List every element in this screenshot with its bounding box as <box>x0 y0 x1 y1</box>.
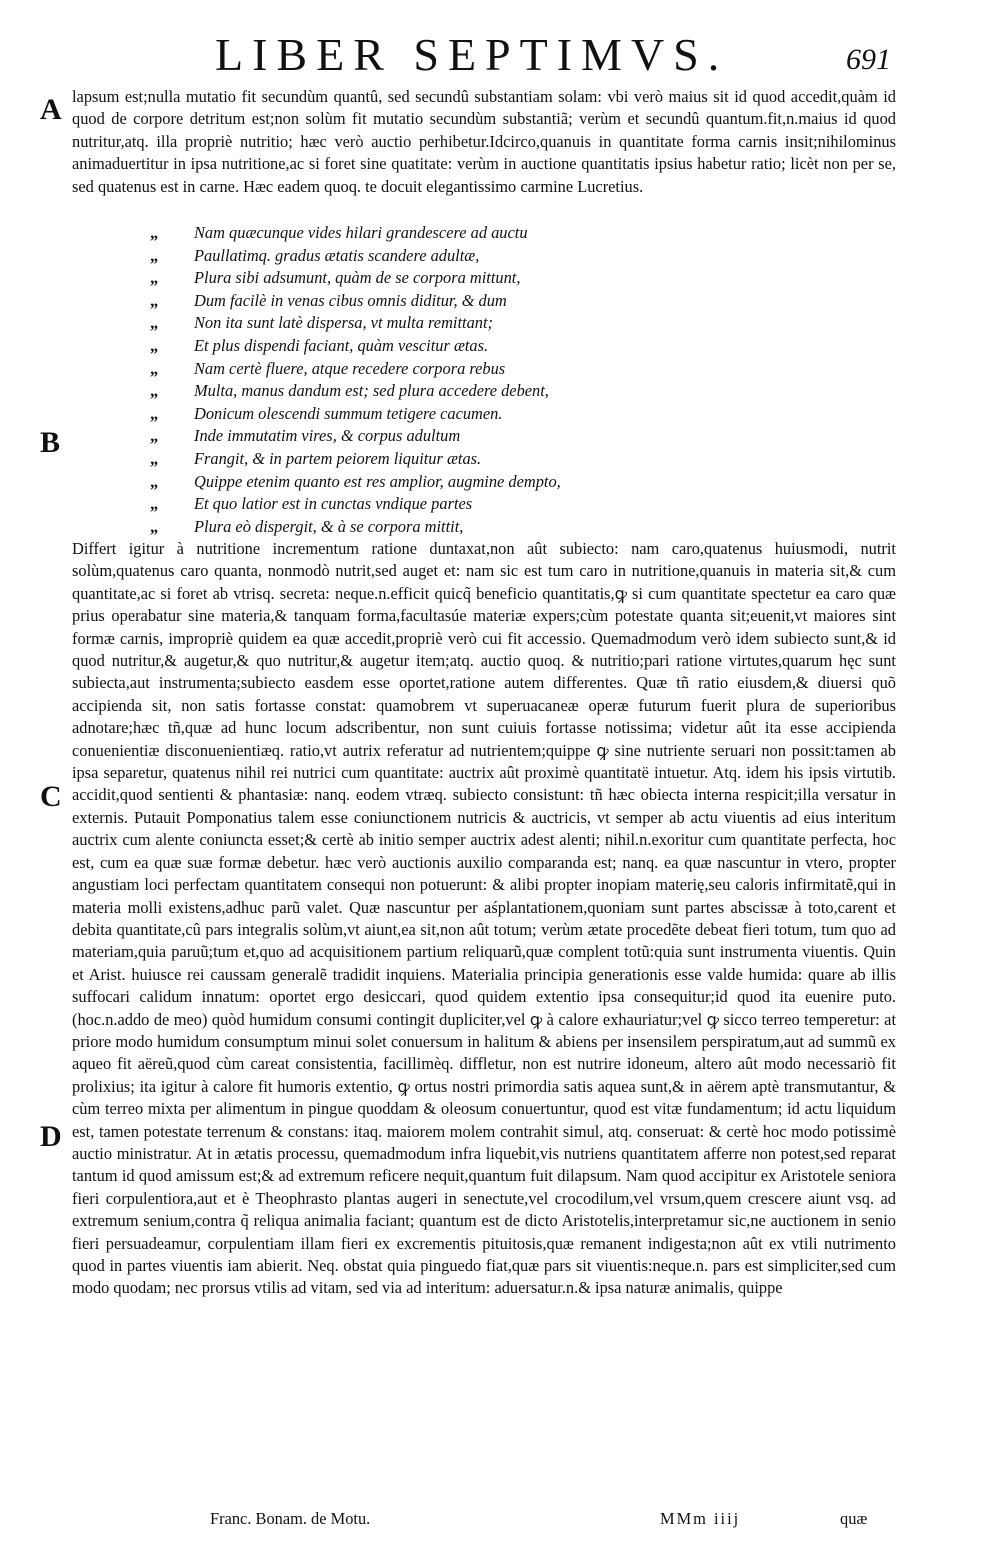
verse-line-text: Multa, manus dandum est; sed plura accedere debent, <box>194 381 549 401</box>
quote-mark: „ <box>150 448 159 468</box>
verse-line-text: Nam certè fluere, atque recedere corpora rebus <box>194 358 506 378</box>
verse-line <box>150 448 710 471</box>
quote-mark: „ <box>150 426 159 446</box>
margin-letter-d: D <box>40 1120 62 1153</box>
quote-mark: „ <box>150 268 159 288</box>
verse-line <box>150 312 710 335</box>
verse-line-text: Nam quæcunque vides hilari grandescere ad auctu <box>194 223 528 242</box>
quote-mark: „ <box>150 245 159 265</box>
verse-line <box>150 493 710 516</box>
verse-line-text: Plura sibi adsumunt, quàm de se corpora mittunt, <box>194 268 521 288</box>
verse-line-text: Quippe etenim quanto est res amplior, augmine dempto, <box>194 471 561 491</box>
verse-line-text: Et plus dispendi faciant, quàm vescitur ætas. <box>194 335 489 355</box>
gathering-signature: MMm iiij <box>660 1509 741 1528</box>
verse-line-text: Dum facilè in venas cibus omnis diditur, & dum <box>194 290 507 310</box>
quote-mark: „ <box>150 358 159 378</box>
verse-line <box>150 335 710 358</box>
quote-mark: „ <box>150 494 159 514</box>
quote-mark: „ <box>150 313 159 333</box>
catchword: quæ <box>840 1509 868 1528</box>
margin-letter-a: A <box>40 93 62 126</box>
quote-mark: „ <box>150 471 159 491</box>
page-number: 691 <box>846 43 891 76</box>
verse-line <box>150 403 710 426</box>
running-title: LIBER SEPTIMVS. <box>215 29 729 80</box>
verse-line <box>150 358 710 381</box>
verse-line-text: Frangit, & in partem peiorem liquitur ætas. <box>194 448 482 468</box>
verse-line-text: Donicum olescendi summum tetigere cacumen. <box>194 403 503 423</box>
verse-line-text: Inde immutatim vires, & corpus adultum <box>194 426 461 446</box>
quote-mark: „ <box>150 516 159 536</box>
verse-line <box>150 471 710 494</box>
margin-letter-c: C <box>40 780 62 813</box>
page-footer <box>0 1507 1000 1531</box>
quote-mark: „ <box>150 403 159 423</box>
page-header <box>0 30 1000 80</box>
lucretius-quotation <box>150 222 710 538</box>
margin-letter-b: B <box>40 426 61 459</box>
quote-mark: „ <box>150 381 159 401</box>
verse-line <box>150 267 710 290</box>
verse-line-text: Paullatimq. gradus ætatis scandere adultæ, <box>194 245 480 265</box>
verse-line <box>150 380 710 403</box>
quote-mark: „ <box>150 223 159 242</box>
quote-mark: „ <box>150 335 159 355</box>
verse-line <box>150 516 710 539</box>
verse-line-text: Non ita sunt latè dispersa, vt multa remittant; <box>194 313 493 333</box>
verse-line <box>150 222 710 245</box>
quote-mark: „ <box>150 290 159 310</box>
main-paragraph: Differt igitur à nutritione incrementum ratione duntaxat,non aût subiecto: nam caro,quatenus huiusmodi, nutrit solùm,quatenus caro quanta, nonmodò nutrit,sed auget et: nam sic est tum caro in nutritione,quanuis in materia sit,& cum quantitate,ac si foret ab vtrisq. secreta: neque.n.efficit quicq̃ beneficio quantitatis,ꝙ si cum quantitate spectetur ea caro quæ prius operabatur sine materia,& tanquam forma,facultasúe materiæ expers;cùm potestate quanta sit;euenit,vt maiores sint formæ carnis, impropriè quidem ea quæ accedit,propriè verò cui fit accessio. Quemadmodum verò idem subiecto sunt,& id quod nutritur,& augetur,& quo nutritur,& augetur item;atq. auctio quoq. & nutritio;pari ratione virtutes,quarum hęc sunt subiecta,aut instrumenta;subiecto easdem esse oportet,ratione autem differentes. Quæ tñ ratio eiusdem,& diuersi quõ accipienda sit, non satis fortasse constat: quamobrem vt superuacaneæ operæ futurum fuerit plura de superioribus adnotare;hæc tñ,quæ ad hunc locum adscribentur, non sunt cuiuis fortasse notissima; videtur aût ita esse accipienda conuenientiæ disconuenientiæq. ratio,vt autrix referatur ad nutrientem;quippe ꝙ sine nutriente seruari non possit:tamen ab ipsa separetur, quatenus nihil rei nutrici cum quantitate: auctrix aût proximè quantitatë intuetur. Atq. idem his ipsis virtutib. accidit,quod sentienti & phantasiæ: nanq. eodem vtræq. subiecto consistunt: tñ hæc obiecta interna respicit;illa versatur in externis. Putauit Pomponatius talem esse coniunctionem nutricis & auctricis, vt semper ab actu viuentis ad eius interitum auctrix cum alente coniuncta esset;& certè ab initio semper auctrix adest alenti; nihil.n.exoritur cum quantitate perfecta, hoc est, cum ea quæ suæ formæ debetur. hæc verò auctionis auxilio comparanda est; nanq. ea quæ nascuntur in vtero, propter angustiam loci perfectam quantitatem consequi non potuerunt: & alibi propter inopiam materię,seu caloris infirmitatẽ,qui in materia molli existens,adhuc parũ valet. Quæ nascuntur per aśplantationem,quoniam sunt partes abscissæ à toto,carent et debita quantitate,cû pars integralis solùm,vt aiunt,ea sit,non aût totum; verùm ætate procedẽte debeat fieri totum, tum quo ad materiam,quia paruũ;tum et,quo ad acquisitionem partium reliquarũ,quæ complent totũ:quia sunt instrumenta viuentis. Quin et Arist. huiusce rei caussam generalẽ tradidit inquiens. Materialia principia generationis esse valde humida: quare ab illis suffocari calidum innatum: oportet ergo desiccari, quod quidem extentio ipsa consequitur;id quod ita euenire puto. (hoc.n.addo de meo) quòd humidum consumi contingit dupliciter,vel ꝙ à calore exhauriatur;vel ꝙ sicco terreo temperetur: at priore modo humidum consumptum minui solet conuersum in halitum & abiens per insensilem perspiratum,aut ad summũ ex aqueo fit aëreũ,quod cùm careat consistentia, facillimèq. diffletur, non est nutrire idoneum, altero aût modo necessariò fit prolixius; ita igitur à calore fit humoris extentio, ꝙ ortus nostri primordia satis aquea sunt,& in aërem aptè transmutantur, & cùm terreo mixta per alimentum in pingue quoddam & oleosum conuertuntur, quod est vitæ fundamentum; id actu liquidum est, tamen potestate terrenum & constans: itaq. maiorem molem contrahit simul, atq. conseruat: & certè hoc modo potissimè auctio ministratur. At in ætatis processu, quemadmodum infra liquebit,vis nutriens quantitatem afferre non potest,sed reparat tantum id quod amissum est;& ad extremum reficere nequit,quantum fuit dilapsum. Nam quod accipitur ex Aristotele seniora fieri corpulentiora,aut et è Theophrasto plantas augeri in senectute,vel crocodilum,vel vrsum,quem crescere aiunt vsq. ad extremum senium,contra q̃ reliqua animalia faciant; quantum est de dicto Aristotelis,interpretamur sic,ne auctionem in senio fieri persuadeamur, corpulentiam illam fieri ex excrementis pituitosis,quæ remanent indigesta;non aût ex vtili nutrimento quod in partes viuentis iam abierit. Neq. obstat quia pinguedo fiat,quæ pars sit viuentis:neque.n. pars est simpliciter,sed cum modo quodam; nec prorsus vtilis ad vitam, sed via ad interitum: aduersatur.n.& ipsa naturæ animalis, quippe <box>72 539 896 1298</box>
verse-line-text: Plura eò dispergit, & à se corpora mittit, <box>194 516 464 536</box>
verse-line <box>150 290 710 313</box>
verse-line <box>150 425 710 448</box>
verse-line <box>150 245 710 268</box>
author-signature: Franc. Bonam. de Motu. <box>210 1509 371 1528</box>
opening-paragraph: lapsum est;nulla mutatio fit secundùm quantû, sed secundû substantiam solam: vbi verò maius sit id quod accedit,quàm id quod de corpore detritum est;non solùm fit mutatio secundùm substantiã; verùm et secundû quantum.fit,n.maius id quod nutritur,atq. illa propriè nutritio; hæc verò auctio perhibetur.Idcirco,quanuis in quantitate forma carnis insit;nihilominus animaduertitur in ipsa nutritione,ac si foret sine quatitate: verùm in auctione quantitatis ipsius habetur ratio; licèt non per se, sed quatenus est in carne. Hæc eadem quoq. te docuit elegantissimo carmine Lucretius. <box>72 87 896 196</box>
verse-line-text: Et quo latior est in cunctas vndique partes <box>194 494 473 514</box>
